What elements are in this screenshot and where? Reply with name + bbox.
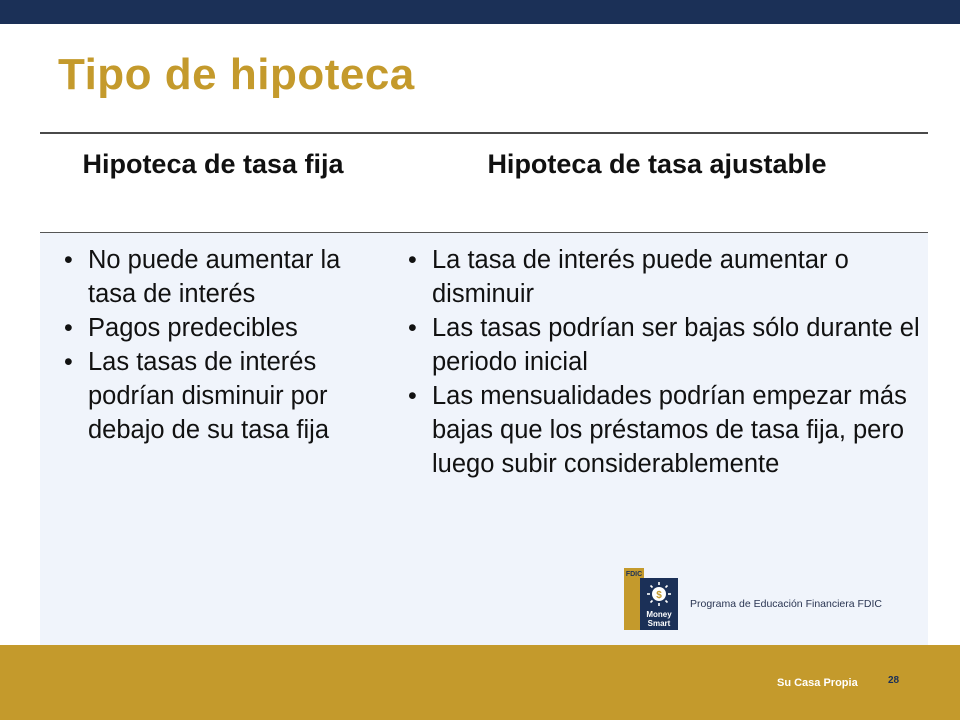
list-item: • No puede aumentar la tasa de interés <box>60 243 380 311</box>
logo-fdic-text: FDIC <box>625 571 643 578</box>
header-adjustable-rate: Hipoteca de tasa ajustable <box>487 149 827 179</box>
bullet-icon: • <box>408 382 417 410</box>
list-item: • La tasa de interés puede aumentar o disminuir <box>404 243 920 311</box>
top-bar <box>0 0 960 24</box>
svg-text:$: $ <box>656 590 662 601</box>
list-item: • Las tasas de interés podrían disminuir por debajo de su tasa fija <box>60 345 380 447</box>
footer-label: Su Casa Propia <box>777 677 858 689</box>
list-item: • Las tasas podrían ser bajas sólo durante el periodo inicial <box>404 311 920 379</box>
bullet-icon: • <box>64 314 73 342</box>
money-smart-logo <box>624 568 678 630</box>
logo-smart-text: Smart <box>647 619 671 628</box>
logo-money-text: Money <box>646 610 672 619</box>
adjustable-rate-list <box>404 243 920 481</box>
header-fixed-rate: Hipoteca de tasa fija <box>82 149 344 179</box>
page-number: 28 <box>888 675 900 686</box>
slide-title: Tipo de hipoteca <box>58 50 415 99</box>
comparison-table <box>40 132 928 658</box>
list-item: • Pagos predecibles <box>60 311 380 345</box>
table-header-row <box>40 134 928 233</box>
bullet-icon: • <box>408 314 417 342</box>
table-body <box>40 233 928 646</box>
bullet-icon: • <box>408 246 417 274</box>
bullet-icon: • <box>64 348 73 376</box>
fixed-rate-list <box>60 243 380 447</box>
bullet-icon: • <box>64 246 73 274</box>
program-caption: Programa de Educación Financiera FDIC <box>690 598 883 610</box>
list-item: • Las mensualidades podrían empezar más bajas que los préstamos de tasa fija, pero luego subir considerablemente <box>404 379 920 481</box>
